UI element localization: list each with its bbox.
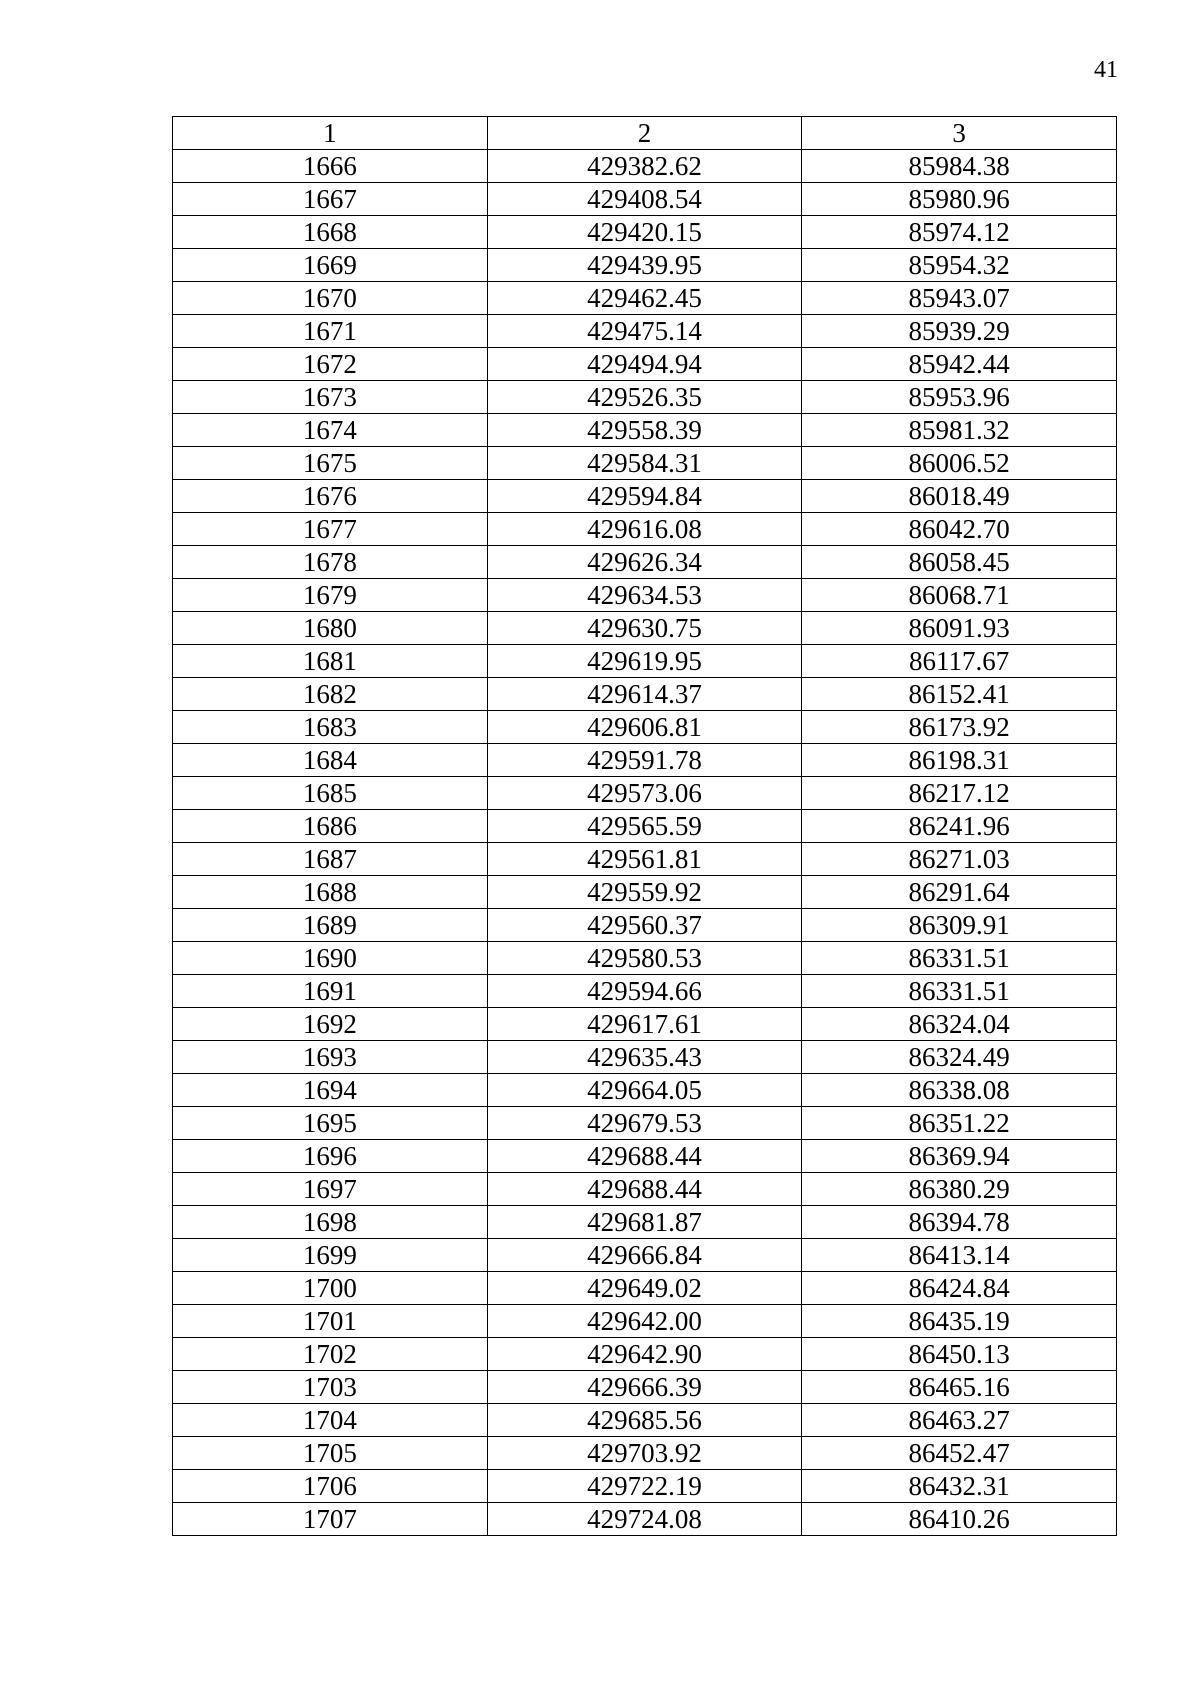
y-coordinate-cell: 85943.07 [802,282,1117,315]
x-coordinate-cell: 429688.44 [487,1173,802,1206]
table-row [173,975,1117,1008]
table-row [173,876,1117,909]
x-coordinate-cell: 429703.92 [487,1437,802,1470]
table-row [173,216,1117,249]
x-coordinate-cell: 429635.43 [487,1041,802,1074]
y-coordinate-cell: 86413.14 [802,1239,1117,1272]
x-coordinate-cell: 429594.84 [487,480,802,513]
x-coordinate-cell: 429616.08 [487,513,802,546]
x-coordinate-cell: 429642.00 [487,1305,802,1338]
y-coordinate-cell: 86450.13 [802,1338,1117,1371]
table-row [173,1305,1117,1338]
table-row [173,1206,1117,1239]
x-coordinate-cell: 429666.84 [487,1239,802,1272]
y-coordinate-cell: 86424.84 [802,1272,1117,1305]
x-coordinate-cell: 429565.59 [487,810,802,843]
x-coordinate-cell: 429630.75 [487,612,802,645]
point-number-cell: 1676 [173,480,488,513]
point-number-cell: 1698 [173,1206,488,1239]
x-coordinate-cell: 429619.95 [487,645,802,678]
point-number-cell: 1696 [173,1140,488,1173]
table-row [173,1239,1117,1272]
y-coordinate-cell: 86465.16 [802,1371,1117,1404]
table-row [173,744,1117,777]
point-number-cell: 1704 [173,1404,488,1437]
y-coordinate-cell: 85974.12 [802,216,1117,249]
table-row [173,381,1117,414]
y-coordinate-cell: 85942.44 [802,348,1117,381]
table-row [173,612,1117,645]
table-row [173,1173,1117,1206]
point-number-cell: 1667 [173,183,488,216]
point-number-cell: 1682 [173,678,488,711]
table-row [173,579,1117,612]
y-coordinate-cell: 86410.26 [802,1503,1117,1536]
point-number-cell: 1689 [173,909,488,942]
y-coordinate-cell: 86380.29 [802,1173,1117,1206]
point-number-cell: 1673 [173,381,488,414]
x-coordinate-cell: 429382.62 [487,150,802,183]
point-number-cell: 1705 [173,1437,488,1470]
point-number-cell: 1694 [173,1074,488,1107]
y-coordinate-cell: 86331.51 [802,975,1117,1008]
table-row [173,1404,1117,1437]
x-coordinate-cell: 429626.34 [487,546,802,579]
point-number-cell: 1679 [173,579,488,612]
table-row [173,1272,1117,1305]
table-row [173,414,1117,447]
y-coordinate-cell: 85939.29 [802,315,1117,348]
point-number-cell: 1702 [173,1338,488,1371]
y-coordinate-cell: 86068.71 [802,579,1117,612]
point-number-cell: 1678 [173,546,488,579]
x-coordinate-cell: 429439.95 [487,249,802,282]
point-number-cell: 1693 [173,1041,488,1074]
x-coordinate-cell: 429688.44 [487,1140,802,1173]
y-coordinate-cell: 85984.38 [802,150,1117,183]
point-number-cell: 1695 [173,1107,488,1140]
y-coordinate-cell: 85954.32 [802,249,1117,282]
point-number-cell: 1674 [173,414,488,447]
x-coordinate-cell: 429664.05 [487,1074,802,1107]
table-row [173,1371,1117,1404]
y-coordinate-cell: 86463.27 [802,1404,1117,1437]
y-coordinate-cell: 85953.96 [802,381,1117,414]
point-number-cell: 1690 [173,942,488,975]
table-row [173,678,1117,711]
point-number-cell: 1675 [173,447,488,480]
point-number-cell: 1671 [173,315,488,348]
table-row [173,810,1117,843]
point-number-cell: 1685 [173,777,488,810]
table-row [173,711,1117,744]
point-number-cell: 1672 [173,348,488,381]
y-coordinate-cell: 86338.08 [802,1074,1117,1107]
point-number-cell: 1683 [173,711,488,744]
point-number-cell: 1706 [173,1470,488,1503]
y-coordinate-cell: 86042.70 [802,513,1117,546]
table-row [173,645,1117,678]
x-coordinate-cell: 429614.37 [487,678,802,711]
point-number-cell: 1684 [173,744,488,777]
y-coordinate-cell: 86331.51 [802,942,1117,975]
y-coordinate-cell: 85981.32 [802,414,1117,447]
x-coordinate-cell: 429580.53 [487,942,802,975]
point-number-cell: 1686 [173,810,488,843]
header-cell-1: 1 [173,117,488,150]
table-row [173,1008,1117,1041]
table-header-row [173,117,1117,150]
table-row [173,183,1117,216]
point-number-cell: 1701 [173,1305,488,1338]
table-row [173,447,1117,480]
y-coordinate-cell: 86291.64 [802,876,1117,909]
header-cell-3: 3 [802,117,1117,150]
table-row [173,1503,1117,1536]
point-number-cell: 1670 [173,282,488,315]
x-coordinate-cell: 429558.39 [487,414,802,447]
table-row [173,1041,1117,1074]
table-row [173,777,1117,810]
point-number-cell: 1707 [173,1503,488,1536]
y-coordinate-cell: 86435.19 [802,1305,1117,1338]
point-number-cell: 1681 [173,645,488,678]
y-coordinate-cell: 86324.04 [802,1008,1117,1041]
y-coordinate-cell: 86018.49 [802,480,1117,513]
y-coordinate-cell: 86452.47 [802,1437,1117,1470]
point-number-cell: 1677 [173,513,488,546]
y-coordinate-cell: 86369.94 [802,1140,1117,1173]
point-number-cell: 1666 [173,150,488,183]
x-coordinate-cell: 429591.78 [487,744,802,777]
y-coordinate-cell: 86198.31 [802,744,1117,777]
y-coordinate-cell: 85980.96 [802,183,1117,216]
x-coordinate-cell: 429475.14 [487,315,802,348]
x-coordinate-cell: 429666.39 [487,1371,802,1404]
x-coordinate-cell: 429408.54 [487,183,802,216]
point-number-cell: 1697 [173,1173,488,1206]
x-coordinate-cell: 429649.02 [487,1272,802,1305]
y-coordinate-cell: 86432.31 [802,1470,1117,1503]
x-coordinate-cell: 429462.45 [487,282,802,315]
x-coordinate-cell: 429685.56 [487,1404,802,1437]
table-row [173,1470,1117,1503]
x-coordinate-cell: 429561.81 [487,843,802,876]
x-coordinate-cell: 429594.66 [487,975,802,1008]
table-row [173,843,1117,876]
point-number-cell: 1688 [173,876,488,909]
table-row [173,480,1117,513]
y-coordinate-cell: 86091.93 [802,612,1117,645]
table-row [173,282,1117,315]
y-coordinate-cell: 86173.92 [802,711,1117,744]
table-row [173,1437,1117,1470]
table-row [173,249,1117,282]
y-coordinate-cell: 86271.03 [802,843,1117,876]
x-coordinate-cell: 429722.19 [487,1470,802,1503]
x-coordinate-cell: 429559.92 [487,876,802,909]
table-row [173,348,1117,381]
table-row [173,1074,1117,1107]
x-coordinate-cell: 429679.53 [487,1107,802,1140]
x-coordinate-cell: 429560.37 [487,909,802,942]
y-coordinate-cell: 86152.41 [802,678,1117,711]
y-coordinate-cell: 86324.49 [802,1041,1117,1074]
table-row [173,315,1117,348]
point-number-cell: 1669 [173,249,488,282]
y-coordinate-cell: 86394.78 [802,1206,1117,1239]
page-number: 41 [1094,57,1118,83]
table-row [173,513,1117,546]
table-row [173,546,1117,579]
x-coordinate-cell: 429724.08 [487,1503,802,1536]
point-number-cell: 1703 [173,1371,488,1404]
point-number-cell: 1692 [173,1008,488,1041]
x-coordinate-cell: 429606.81 [487,711,802,744]
coordinates-table [172,116,1117,1536]
y-coordinate-cell: 86217.12 [802,777,1117,810]
x-coordinate-cell: 429573.06 [487,777,802,810]
y-coordinate-cell: 86058.45 [802,546,1117,579]
y-coordinate-cell: 86117.67 [802,645,1117,678]
y-coordinate-cell: 86241.96 [802,810,1117,843]
header-cell-2: 2 [487,117,802,150]
point-number-cell: 1691 [173,975,488,1008]
point-number-cell: 1668 [173,216,488,249]
table-row [173,909,1117,942]
x-coordinate-cell: 429584.31 [487,447,802,480]
y-coordinate-cell: 86309.91 [802,909,1117,942]
table-row [173,150,1117,183]
table-row [173,1338,1117,1371]
y-coordinate-cell: 86351.22 [802,1107,1117,1140]
y-coordinate-cell: 86006.52 [802,447,1117,480]
point-number-cell: 1680 [173,612,488,645]
x-coordinate-cell: 429420.15 [487,216,802,249]
coordinates-table-body [173,117,1117,1536]
x-coordinate-cell: 429634.53 [487,579,802,612]
x-coordinate-cell: 429494.94 [487,348,802,381]
point-number-cell: 1687 [173,843,488,876]
x-coordinate-cell: 429642.90 [487,1338,802,1371]
x-coordinate-cell: 429681.87 [487,1206,802,1239]
table-row [173,1140,1117,1173]
table-row [173,942,1117,975]
table-row [173,1107,1117,1140]
point-number-cell: 1700 [173,1272,488,1305]
x-coordinate-cell: 429617.61 [487,1008,802,1041]
point-number-cell: 1699 [173,1239,488,1272]
x-coordinate-cell: 429526.35 [487,381,802,414]
